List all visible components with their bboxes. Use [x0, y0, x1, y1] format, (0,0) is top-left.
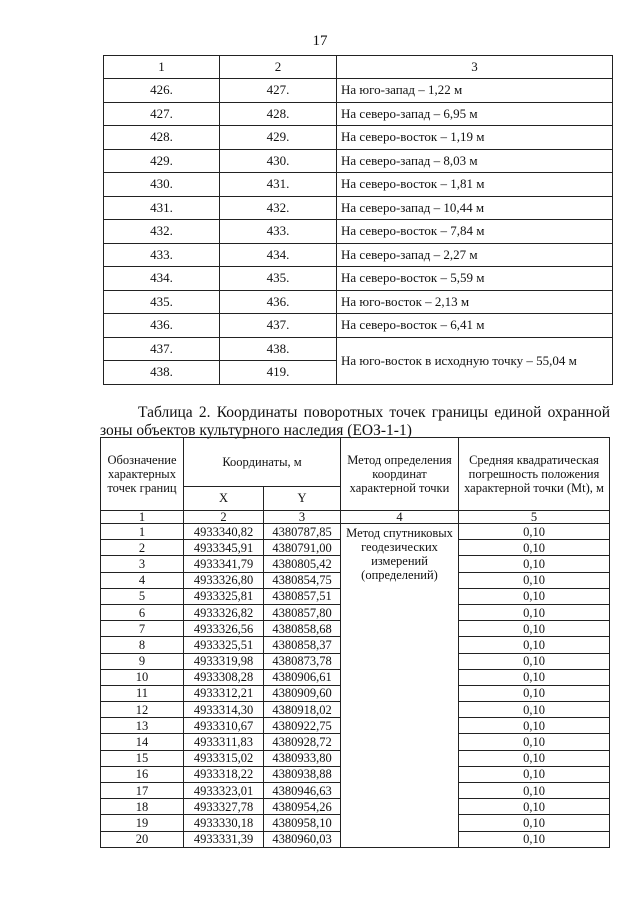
- column-number: 1: [101, 511, 184, 524]
- mean-error: 0,10: [459, 734, 610, 750]
- mean-error: 0,10: [459, 815, 610, 831]
- mean-error: 0,10: [459, 588, 610, 604]
- direction-distance: На северо-запад – 6,95 м: [337, 102, 613, 126]
- from-point: 428.: [104, 126, 220, 150]
- coord-y: 4380928,72: [264, 734, 341, 750]
- table-row: [104, 220, 613, 244]
- table-row: [104, 290, 613, 314]
- column-number-row: [101, 511, 610, 524]
- mean-error: 0,10: [459, 718, 610, 734]
- direction-distance: На северо-запад – 10,44 м: [337, 196, 613, 220]
- to-point: 433.: [220, 220, 337, 244]
- table-row: [104, 173, 613, 197]
- point-id: 8: [101, 637, 184, 653]
- coord-y: 4380791,00: [264, 540, 341, 556]
- mean-error: 0,10: [459, 604, 610, 620]
- point-id: 6: [101, 604, 184, 620]
- mean-error: 0,10: [459, 685, 610, 701]
- point-id: 3: [101, 556, 184, 572]
- to-point: 436.: [220, 290, 337, 314]
- caption-line-2: зоны объектов культурного наследия (ЕОЗ-1-1): [100, 422, 412, 439]
- mean-error: 0,10: [459, 702, 610, 718]
- coord-y: 4380922,75: [264, 718, 341, 734]
- column-header: 2: [220, 56, 337, 79]
- coord-y: 4380854,75: [264, 572, 341, 588]
- coord-x: 4933330,18: [184, 815, 264, 831]
- from-point: 429.: [104, 149, 220, 173]
- to-point: 429.: [220, 126, 337, 150]
- coord-x: 4933326,80: [184, 572, 264, 588]
- mean-error: 0,10: [459, 766, 610, 782]
- coord-y: 4380960,03: [264, 831, 341, 847]
- direction-distance: На северо-восток – 5,59 м: [337, 267, 613, 291]
- header-method: Метод определения координат характерной точки: [341, 438, 459, 511]
- point-id: 17: [101, 783, 184, 799]
- point-id: 18: [101, 799, 184, 815]
- coord-y: 4380958,10: [264, 815, 341, 831]
- from-point: 435.: [104, 290, 220, 314]
- coordinates-table: [100, 437, 610, 848]
- mean-error: 0,10: [459, 556, 610, 572]
- coord-x: 4933325,81: [184, 588, 264, 604]
- coord-x: 4933327,78: [184, 799, 264, 815]
- point-id: 5: [101, 588, 184, 604]
- mean-error: 0,10: [459, 621, 610, 637]
- direction-distance: На северо-запад – 2,27 м: [337, 243, 613, 267]
- column-header: 1: [104, 56, 220, 79]
- coord-x: 4933319,98: [184, 653, 264, 669]
- to-point: 427.: [220, 79, 337, 103]
- direction-distance: На северо-восток – 7,84 м: [337, 220, 613, 244]
- coord-x: 4933325,51: [184, 637, 264, 653]
- table-row: [104, 196, 613, 220]
- coord-y: 4380933,80: [264, 750, 341, 766]
- table-row: [104, 243, 613, 267]
- point-id: 10: [101, 669, 184, 685]
- coord-y: 4380858,37: [264, 637, 341, 653]
- mean-error: 0,10: [459, 750, 610, 766]
- direction-distance: На северо-восток – 1,19 м: [337, 126, 613, 150]
- mean-error: 0,10: [459, 653, 610, 669]
- mean-error: 0,10: [459, 669, 610, 685]
- to-point: 437.: [220, 314, 337, 338]
- direction-distance: На северо-восток – 1,81 м: [337, 173, 613, 197]
- mean-error: 0,10: [459, 637, 610, 653]
- coord-y: 4380858,68: [264, 621, 341, 637]
- point-id: 19: [101, 815, 184, 831]
- table-row: [104, 337, 613, 361]
- coord-y: 4380954,26: [264, 799, 341, 815]
- coord-y: 4380857,80: [264, 604, 341, 620]
- from-point: 431.: [104, 196, 220, 220]
- table-row: [101, 524, 610, 540]
- point-id: 11: [101, 685, 184, 701]
- page-number: 17: [312, 33, 328, 49]
- direction-distance: На юго-восток в исходную точку – 55,04 м: [337, 337, 613, 384]
- point-id: 20: [101, 831, 184, 847]
- coord-x: 4933326,56: [184, 621, 264, 637]
- from-point: 436.: [104, 314, 220, 338]
- header-point-id: Обозначение характерных точек границ: [101, 438, 184, 511]
- from-point: 432.: [104, 220, 220, 244]
- coord-y: 4380918,02: [264, 702, 341, 718]
- point-id: 12: [101, 702, 184, 718]
- from-point: 437.: [104, 337, 220, 361]
- coord-x: 4933312,21: [184, 685, 264, 701]
- point-id: 2: [101, 540, 184, 556]
- coord-y: 4380938,88: [264, 766, 341, 782]
- point-id: 1: [101, 524, 184, 540]
- to-point: 430.: [220, 149, 337, 173]
- column-number: 4: [341, 511, 459, 524]
- table-row: [104, 314, 613, 338]
- method-cell: Метод спутниковых геодезических измерений (определений): [341, 524, 459, 848]
- point-id: 13: [101, 718, 184, 734]
- to-point: 428.: [220, 102, 337, 126]
- header-y: Y: [264, 487, 341, 511]
- from-point: 427.: [104, 102, 220, 126]
- mean-error: 0,10: [459, 572, 610, 588]
- column-number: 5: [459, 511, 610, 524]
- coord-x: 4933345,91: [184, 540, 264, 556]
- mean-error: 0,10: [459, 831, 610, 847]
- table-row: [104, 267, 613, 291]
- table-row: [104, 149, 613, 173]
- header-mean-error: Средняя квадратическая погрешность положения характерной точки (Mt), м: [459, 438, 610, 511]
- to-point: 432.: [220, 196, 337, 220]
- point-id: 7: [101, 621, 184, 637]
- from-point: 434.: [104, 267, 220, 291]
- header-coordinates: Координаты, м: [184, 438, 341, 487]
- coord-x: 4933308,28: [184, 669, 264, 685]
- to-point: 438.: [220, 337, 337, 361]
- boundary-directions-table: [103, 55, 613, 385]
- point-id: 14: [101, 734, 184, 750]
- from-point: 433.: [104, 243, 220, 267]
- mean-error: 0,10: [459, 524, 610, 540]
- coord-x: 4933315,02: [184, 750, 264, 766]
- coord-y: 4380946,63: [264, 783, 341, 799]
- mean-error: 0,10: [459, 540, 610, 556]
- to-point: 419.: [220, 361, 337, 385]
- mean-error: 0,10: [459, 783, 610, 799]
- coord-x: 4933331,39: [184, 831, 264, 847]
- from-point: 426.: [104, 79, 220, 103]
- coord-x: 4933340,82: [184, 524, 264, 540]
- coord-y: 4380906,61: [264, 669, 341, 685]
- table-header-row: [101, 438, 610, 487]
- column-number: 2: [184, 511, 264, 524]
- coord-x: 4933341,79: [184, 556, 264, 572]
- from-point: 438.: [104, 361, 220, 385]
- table-caption: [100, 404, 610, 440]
- mean-error: 0,10: [459, 799, 610, 815]
- coord-x: 4933326,82: [184, 604, 264, 620]
- coord-y: 4380909,60: [264, 685, 341, 701]
- coord-x: 4933314,30: [184, 702, 264, 718]
- point-id: 4: [101, 572, 184, 588]
- coord-x: 4933318,22: [184, 766, 264, 782]
- table-header-row: [104, 56, 613, 79]
- caption-line-1: Таблица 2. Координаты поворотных точек границы единой охранной: [138, 404, 610, 421]
- table-row: [104, 126, 613, 150]
- point-id: 15: [101, 750, 184, 766]
- from-point: 430.: [104, 173, 220, 197]
- direction-distance: На северо-запад – 8,03 м: [337, 149, 613, 173]
- coord-y: 4380873,78: [264, 653, 341, 669]
- to-point: 434.: [220, 243, 337, 267]
- direction-distance: На юго-запад – 1,22 м: [337, 79, 613, 103]
- direction-distance: На северо-восток – 6,41 м: [337, 314, 613, 338]
- point-id: 9: [101, 653, 184, 669]
- column-header: 3: [337, 56, 613, 79]
- coord-y: 4380787,85: [264, 524, 341, 540]
- coord-x: 4933311,83: [184, 734, 264, 750]
- coord-y: 4380805,42: [264, 556, 341, 572]
- header-x: X: [184, 487, 264, 511]
- point-id: 16: [101, 766, 184, 782]
- table-row: [104, 102, 613, 126]
- table-row: [104, 79, 613, 103]
- column-number: 3: [264, 511, 341, 524]
- coord-x: 4933323,01: [184, 783, 264, 799]
- to-point: 431.: [220, 173, 337, 197]
- coord-x: 4933310,67: [184, 718, 264, 734]
- coord-y: 4380857,51: [264, 588, 341, 604]
- to-point: 435.: [220, 267, 337, 291]
- direction-distance: На юго-восток – 2,13 м: [337, 290, 613, 314]
